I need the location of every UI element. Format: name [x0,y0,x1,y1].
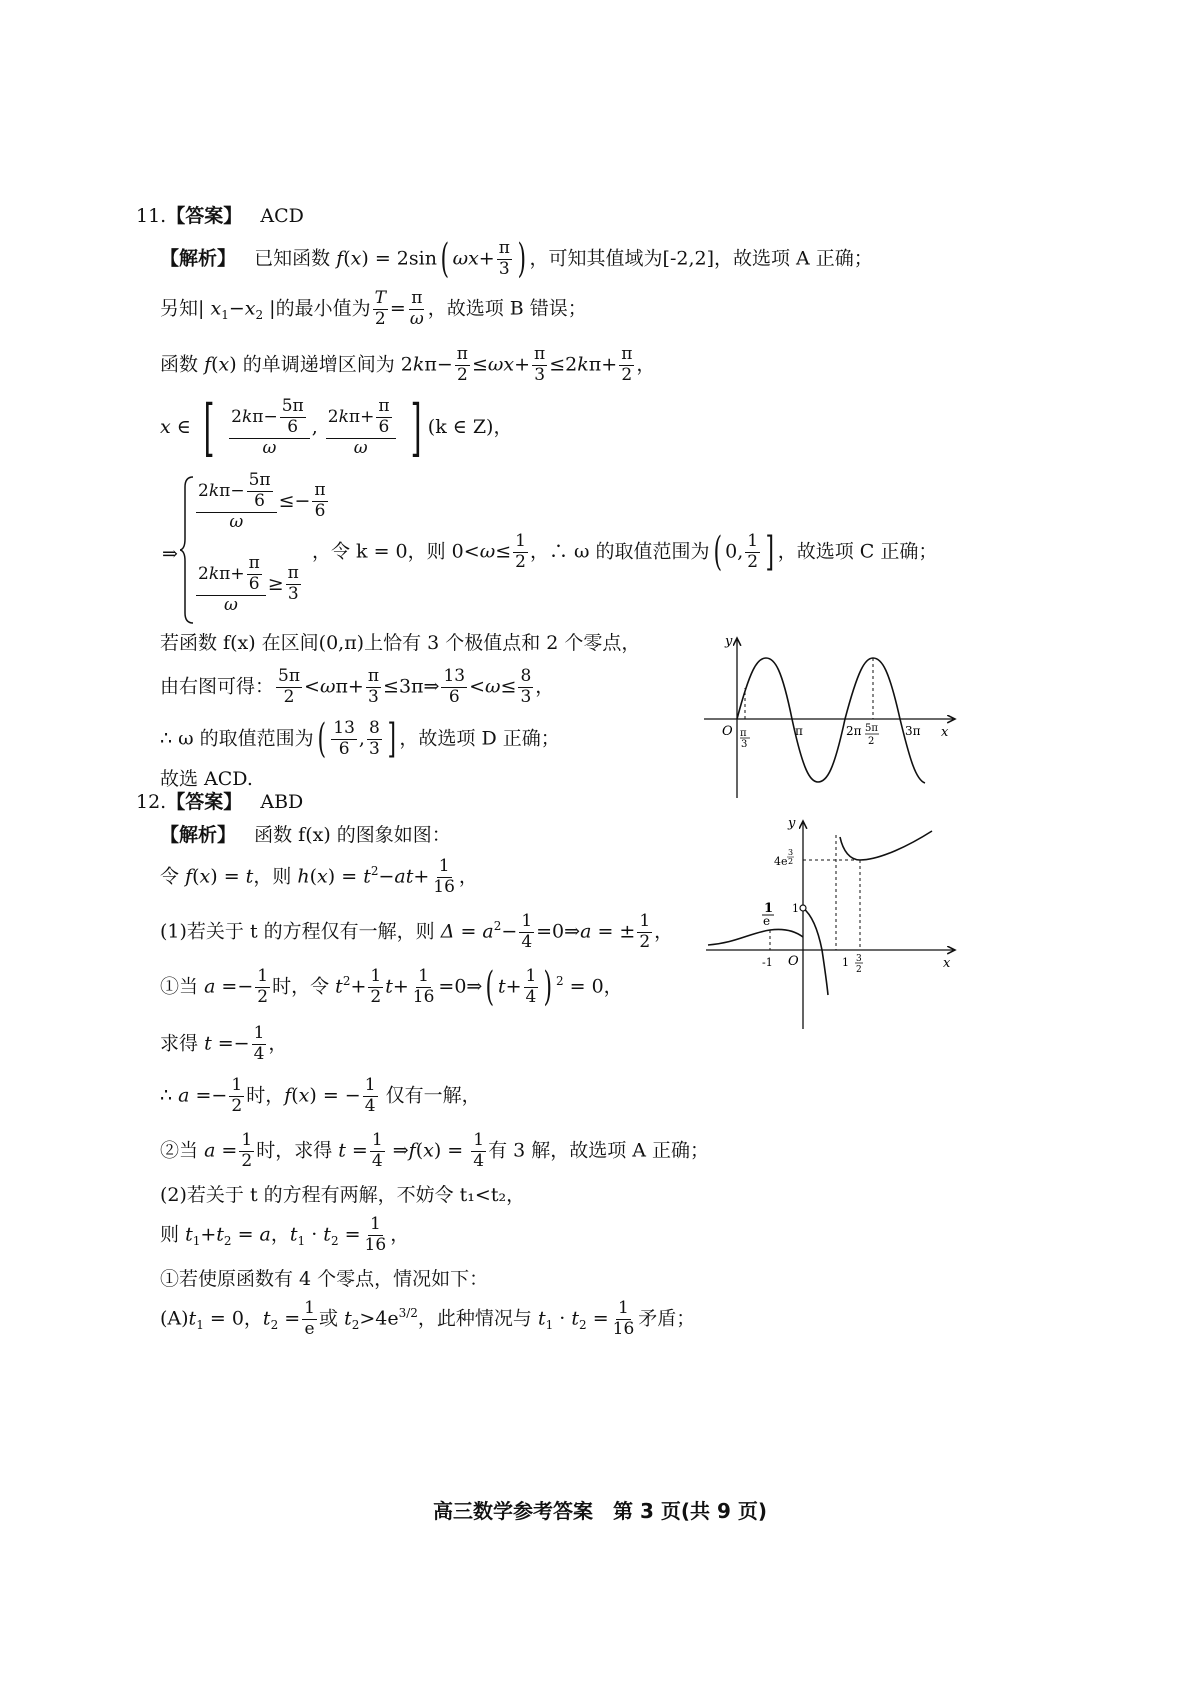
q12-line-7: ②当 a = $\frac{1}{2}$ 时，求得 t = $\frac{1}{4}$ ⇒f(x) = $\frac{1}{4}$ 有 3 解，故选项 A 正确； [160,1130,710,1171]
q11-line-4: x ∈ [ 2kπ− $\frac{5\pi}{6}$ ω , 2kπ+ $\frac{\pi}{6}$ ω ] (k ∈ Z)， [160,390,513,464]
q11-ineq-1: 2kπ− $\frac{5\pi}{6}$ ω ≤− $\frac{\pi}{6}$ [198,470,326,532]
q12-l7-a: ②当 [160,1139,199,1162]
q11-line-3: 函数 f(x) 的单调递增区间为 2kπ− $\frac{\pi}{2}$ ≤ωx+ $\frac{\pi}{3}$ ≤2kπ+ $\frac{\pi}{2}$ ， [160,344,656,385]
q12-l11-d: 矛盾； [638,1307,696,1330]
q12-l6-a: ∴ [160,1084,173,1107]
tick-2pi: 2π [846,724,862,738]
q11-line-5: ，令 k = 0，则 0<ω≤ $\frac{1}{2}$ ，∴ ω 的取值范围为( 0, $\frac{1}{2}$ ] ，故选项 C 正确； [312,529,938,576]
q11-l4-tail: (k ∈ Z)， [427,415,513,438]
page-footer: 高三数学参考答案 第 3 页(共 9 页) [433,1499,767,1523]
q12-line-10: ①若使原函数有 4 个零点，情况如下： [160,1268,489,1290]
q12-line-1 [160,826,451,845]
q12-line-9: 则 $t_1+t_2 = a$，$t_1 \cdot t_2$ = $\frac{1}{16}$ ， [160,1214,410,1255]
q11-l1-a: 已知函数 [254,247,331,270]
tick-5pi-2-den: 2 [868,736,875,747]
q11-sine-graph [700,630,970,800]
tick-minus-1: -1 [762,956,773,969]
q11-line-9: 故选 ACD. [160,768,253,790]
q11-l2-a: 另知 [160,297,199,320]
graph1-x-label: x [941,725,949,740]
q11-l1-b: ，可知其值域为 [529,247,663,270]
tick-3-2: 3 [856,954,862,964]
q12-l3-a: (1)若关于 t 的方程仅有一解，则 [160,920,435,943]
q12-l11-a: (A) [160,1307,189,1330]
q12-line-8: (2)若关于 t 的方程有两解，不妨令 t₁<t₂， [160,1184,526,1206]
q12-line-4: ①当 a =− $\frac{1}{2}$ 时，令 $t^2+$ $\frac{1}{2}$ t+ $\frac{1}{16}$ =0⇒( t+ $\frac{1}{4}$ ) $^2$ = 0， [160,964,623,1011]
q12-line-2: 令 f(x) = t，则 $h(x) = t^2-at+$ $\frac{1}{16}$ ， [160,856,478,897]
q12-l6-b: 时， [246,1084,285,1107]
q12-l11-b: 或 [319,1307,339,1330]
q12-answer-tag: 【答案】 [166,791,243,813]
tick-pi-3-den: 3 [741,739,748,750]
q12-l1: 函数 f(x) 的图象如图： [254,824,451,846]
q11-range: [-2,2] [662,247,714,270]
q12-function-graph [700,815,970,1035]
q12-l7-b: 时，求得 [256,1139,333,1162]
sine-curve [737,658,925,783]
q11-answer-line [136,207,304,226]
q12-l9-a: 则 [160,1223,180,1246]
tick-pi-3: π [740,728,747,739]
tick-1-e: 1 [764,901,774,916]
q11-l5-c: ，故选项 C 正确； [777,540,938,563]
q11-l8-a: ∴ ω 的取值范围为 [160,727,314,750]
tick-y-1: 1 [792,902,799,915]
q11-l5-b: ，∴ ω 的取值范围为 [529,540,710,563]
q12-line-6: ∴ a =− $\frac{1}{2}$ 时，f(x) = − $\frac{1}{4}$ 仅有一解， [160,1075,481,1116]
graph2-x-label: x [943,956,951,971]
left-branch [708,929,803,945]
graph2-y-label: y [788,816,796,831]
tick-4e32-exp-d: 2 [788,857,794,866]
q11-line-7: 由右图可得： $\frac{5\pi}{2}$ <ωπ+ $\frac{\pi}{3}$ ≤3π⇒ $\frac{13}{6}$ <ω≤ $\frac{8}{3}$ ， [160,666,555,707]
tick-1-e-den: e [763,914,771,928]
q12-l6-c: 仅有一解， [385,1084,481,1107]
tick-pi: π [795,724,803,738]
middle-branch [803,908,828,995]
graph2-origin: O [788,954,799,969]
q11-l5-a: ，令 k = 0，则 [312,540,446,563]
q11-ineq-2: 2kπ+ $\frac{\pi}{6}$ ω ≥ $\frac{\pi}{3}$ [198,553,299,615]
q12-l4-b: 时，令 [272,975,330,998]
q12-analysis-tag: 【解析】 [160,824,237,846]
q12-number: 12. [136,791,167,813]
graph1-origin: O [722,724,733,739]
q11-answer-tag: 【答案】 [166,205,243,227]
q12-line-3: (1)若关于 t 的方程仅有一解，则 $\Delta = a^2-$ $\frac{1}{4}$ =0⇒a = ± $\frac{1}{2}$ ， [160,911,674,952]
q11-l1-d: ，故选项 A 正确； [714,247,873,270]
q12-l4-a: ①当 [160,975,199,998]
q12-l11-c: ，此种情况与 [417,1307,532,1330]
q11-l2-c: ，故选项 B 错误； [427,297,587,320]
tick-4e32: 4e [774,855,788,868]
open-point [800,905,806,911]
q12-l5-a: 求得 [160,1032,199,1055]
q11-line-8: ∴ ω 的取值范围为( $\frac{13}{6}$ , $\frac{8}{3}$ ] ，故选项 D 正确； [160,716,560,763]
q11-line-1: 【解析】 已知函数 f(x) = 2sin( ωx+ $\frac{\pi}{3}$ ) ，可知其值域为[-2,2]，故选项 A 正确； [160,236,873,283]
q11-l3-b: 的单调递增区间为 [242,353,395,376]
q12-l2-a: 令 [160,865,180,888]
tick-3pi: 3π [905,724,921,738]
q11-l8-b: ，故选项 D 正确； [399,727,560,750]
tick-1: 1 [842,956,849,969]
q12-answer-line [136,793,303,812]
graph1-y-label: y [725,634,733,649]
q11-arrow: ⇒ [162,543,178,565]
q11-answer: ACD [260,205,304,227]
q11-analysis-tag: 【解析】 [160,247,237,270]
q11-l7-a: 由右图可得： [160,675,275,698]
q11-l2-b: 的最小值为 [275,297,371,320]
q12-l2-b: ，则 [253,865,292,888]
q12-answer: ABD [260,791,304,813]
q11-line-6: 若函数 f(x) 在区间(0,π)上恰有 3 个极值点和 2 个零点， [160,632,641,654]
right-branch [840,831,932,860]
q11-number: 11. [136,205,167,227]
tick-5pi-2: 5π [865,723,878,734]
q12-l7-c: 有 3 解，故选项 A 正确； [488,1139,710,1162]
tick-3-2-den: 2 [856,965,862,975]
tick-4e32-exp-n: 3 [788,848,794,857]
q11-l3-a: 函数 [160,353,199,376]
q12-line-11: $(A)t_1 = 0$，$t_2$ = $\frac{1}{e}$ 或 $t_2>4e^{3/2}$，此种情况与 $t_1 \cdot t_2$ = $\frac{1}{16}$ 矛盾； [160,1298,696,1339]
q12-line-5: 求得 t =− $\frac{1}{4}$ ， [160,1023,288,1064]
q11-line-2: 另知| $x_1-x_2$ |的最小值为 $\frac{T}{2}$ = $\frac{\pi}{\omega}$ ，故选项 B 错误； [160,288,587,329]
